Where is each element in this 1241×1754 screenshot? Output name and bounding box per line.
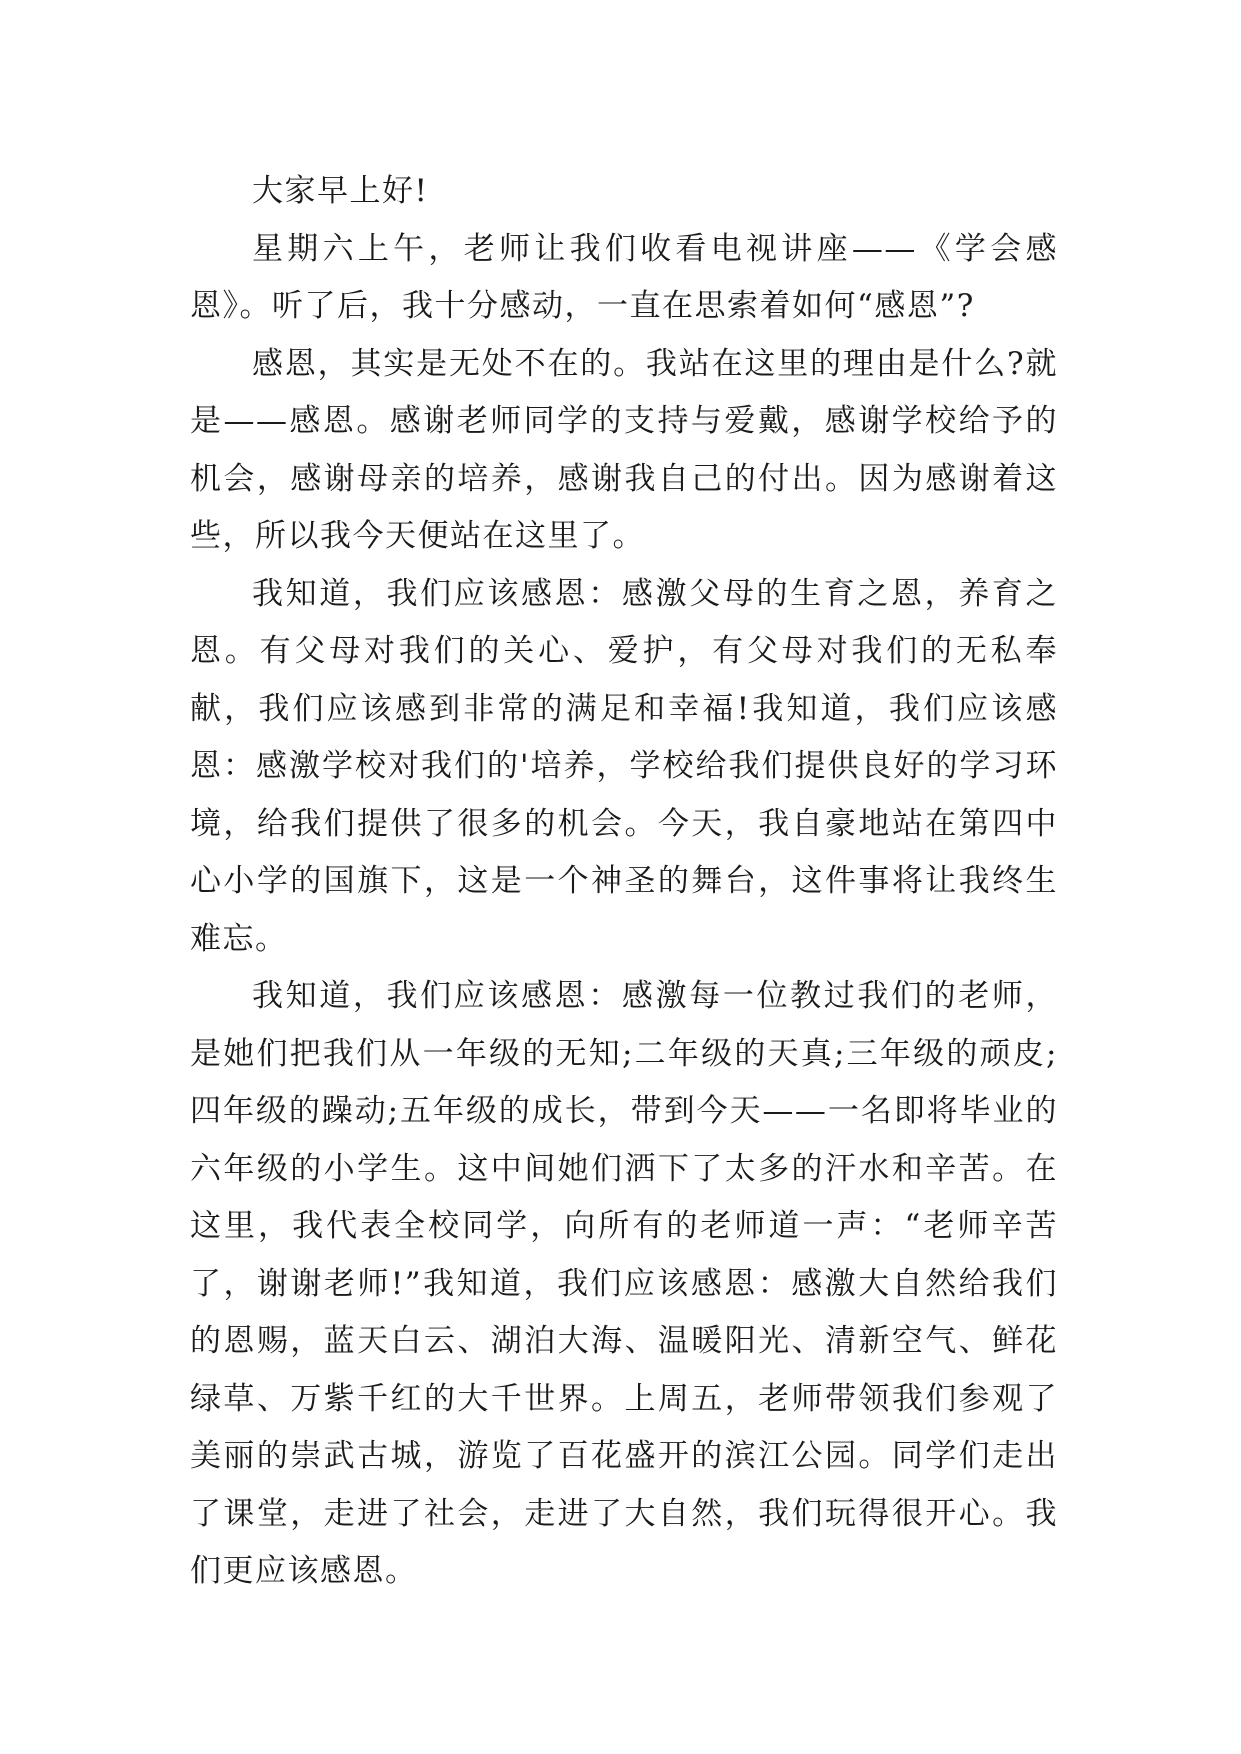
paragraph-gratitude-everywhere: 感恩，其实是无处不在的。我站在这里的理由是什么?就是——感恩。感谢老师同学的支持与爱戴，感谢学校给予的机会，感谢母亲的培养，感谢我自己的付出。因为感谢着这些，所以我今天便站在这里了。 xyxy=(190,345,1058,554)
document-body xyxy=(190,163,1058,1601)
paragraph-greeting: 大家早上好! xyxy=(252,173,429,209)
paragraph-parents-school: 我知道，我们应该感恩：感激父母的生育之恩，养育之恩。有父母对我们的关心、爱护，有父母对我们的无私奉献，我们应该感到非常的满足和幸福!我知道，我们应该感恩：感激学校对我们的'培养，学校给我们提供良好的学习环境，给我们提供了很多的机会。今天，我自豪地站在第四中心小学的国旗下，这是一个神圣的舞台，这件事将让我终生难忘。 xyxy=(190,575,1058,957)
paragraph-lecture: 星期六上午，老师让我们收看电视讲座——《学会感恩》。听了后，我十分感动，一直在思索着如何“感恩”? xyxy=(190,230,1058,324)
paragraph-teachers-nature: 我知道，我们应该感恩：感激每一位教过我们的老师，是她们把我们从一年级的无知;二年级的天真;三年级的顽皮;四年级的躁动;五年级的成长，带到今天——一名即将毕业的六年级的小学生。这中间她们洒下了太多的汗水和辛苦。在这里，我代表全校同学，向所有的老师道一声：“老师辛苦了，谢谢老师!”我知道，我们应该感恩：感激大自然给我们的恩赐，蓝天白云、湖泊大海、温暖阳光、清新空气、鲜花绿草、万紫千红的大千世界。上周五，老师带领我们参观了美丽的崇武古城，游览了百花盛开的滨江公园。同学们走出了课堂，走进了社会，走进了大自然，我们玩得很开心。我们更应该感恩。 xyxy=(190,978,1058,1589)
